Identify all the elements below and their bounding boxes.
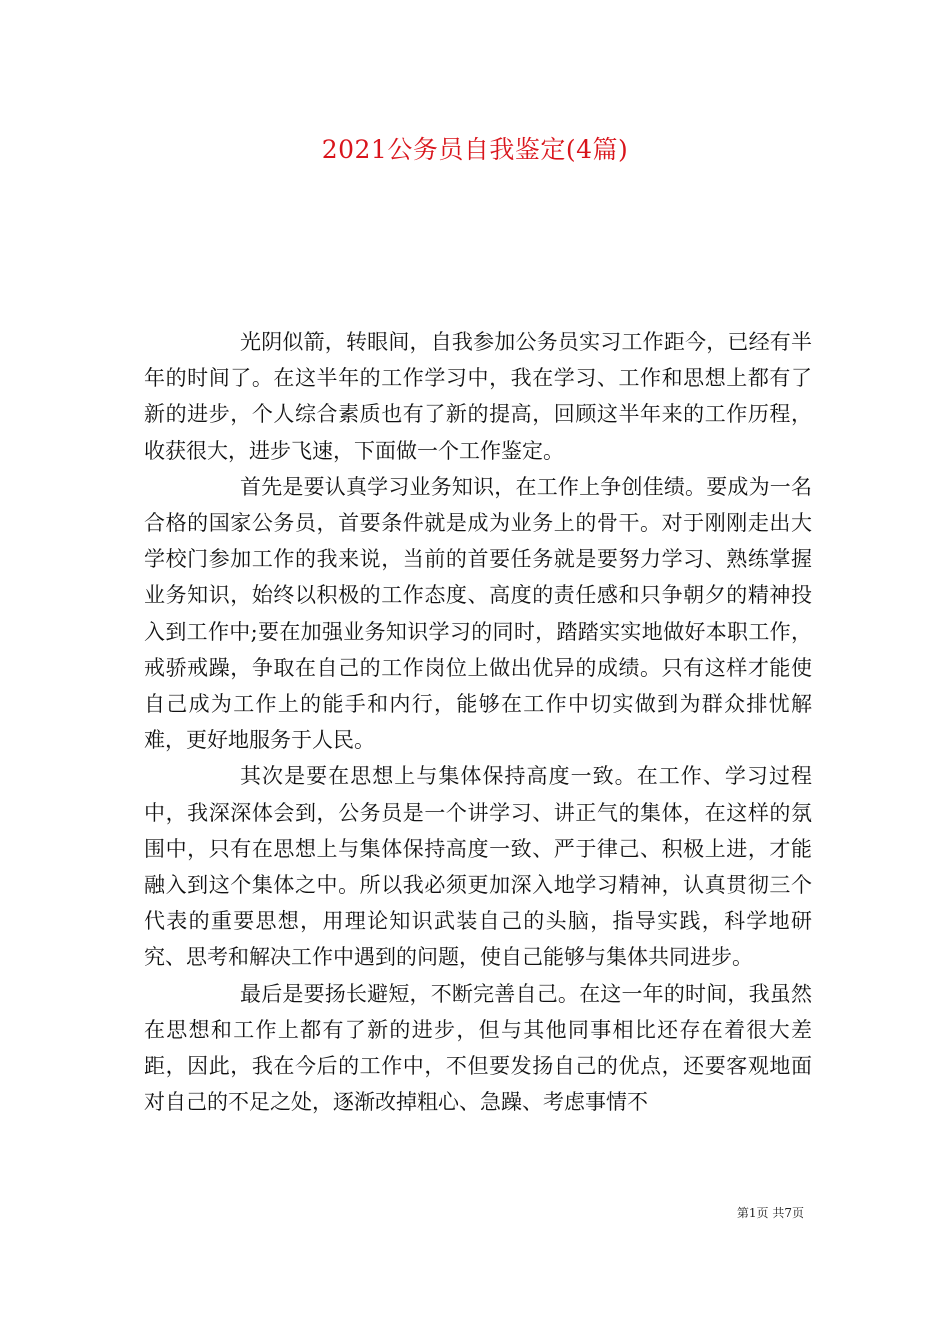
paragraph-study-business: 首先是要认真学习业务知识，在工作上争创佳绩。要成为一名合格的国家公务员，首要条件就是成为业务上的骨干。对于刚刚走出大学校门参加工作的我来说，当前的首要任务就是要努力学习、熟练掌握业务知识，始终以积极的工作态度、高度的责任感和只争朝夕的精神投入到工作中;要在加强业务知识学习的同时，踏踏实实地做好本职工作，戒骄戒躁，争取在自己的工作岗位上做出优异的成绩。只有这样才能使自己成为工作上的能手和内行，能够在工作中切实做到为群众排忧解难，更好地服务于人民。 bbox=[144, 474, 812, 753]
page-number-footer: 第1页 共7页 bbox=[736, 1206, 804, 1220]
paragraph-ideology: 其次是要在思想上与集体保持高度一致。在工作、学习过程中，我深深体会到，公务员是一个讲学习、讲正气的集体，在这样的氛围中，只有在思想上与集体保持高度一致、严于律己、积极上进，才能融入到这个集体之中。所以我必须更加深入地学习精神，认真贯彻三个代表的重要思想，用理论知识武装自己的头脑，指导实践，科学地研究、思考和解决工作中遇到的问题，使自己能够与集体共同进步。 bbox=[144, 764, 812, 970]
paragraph-intro: 光阴似箭，转眼间，自我参加公务员实习工作距今，已经有半年的时间了。在这半年的工作学习中，我在学习、工作和思想上都有了新的进步，个人综合素质也有了新的提高，回顾这半年来的工作历程，收获很大，进步飞速，下面做一个工作鉴定。 bbox=[144, 330, 812, 463]
paragraph-improvement: 最后是要扬长避短，不断完善自己。在这一年的时间，我虽然在思想和工作上都有了新的进步，但与其他同事相比还存在着很大差距，因此，我在今后的工作中，不但要发扬自己的优点，还要客观地面对自己的不足之处，逐渐改掉粗心、急躁、考虑事情不 bbox=[144, 981, 812, 1115]
document-body bbox=[144, 324, 812, 1120]
document-title: 2021公务员自我鉴定(4篇) bbox=[321, 135, 629, 164]
